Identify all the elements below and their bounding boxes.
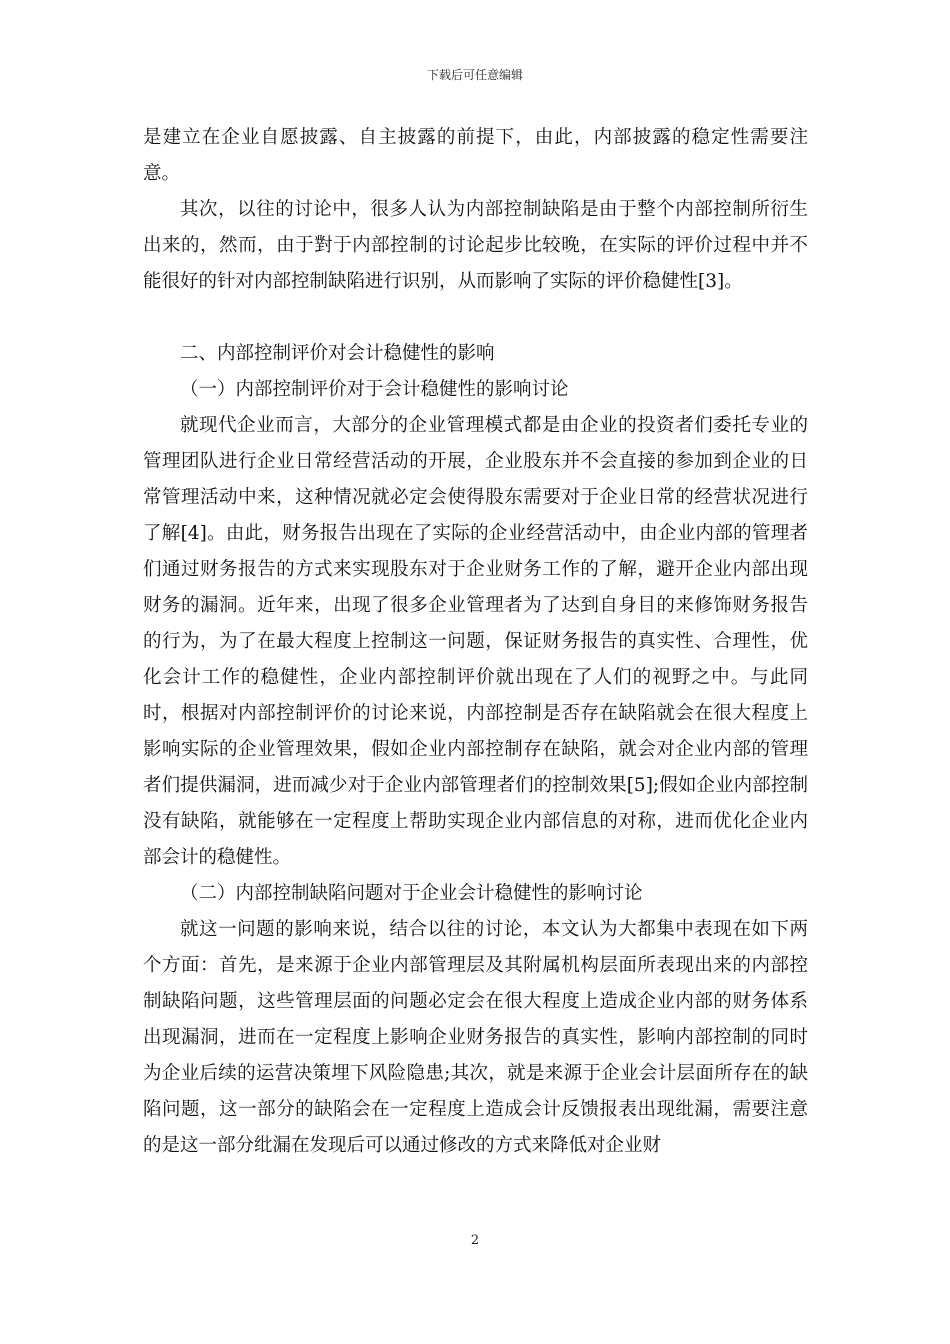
page-number: 2 [470,1233,480,1248]
page-header: 下载后可任意编辑 [426,68,523,82]
subsection-heading: （一）内部控制评价对于会计稳健性的影响讨论 [180,379,569,400]
paragraph: 就现代企业而言，大部分的企业管理模式都是由企业的投资者们委托专业的管理团队进行企业日常经营活动的开展，企业股东并不会直接的参加到企业的日常管理活动中来，这种情况就必定会使得股东需要对于企业日常的经营状况进行了解[4]。由此，财务报告出现在了实际的企业经营活动中，由企业内部的管理者们通过财务报告的方式来实现股东对于企业财务工作的了解，避开企业内部出现财务的漏洞。近年来，出现了很多企业管理者为了达到自身目的来修饰财务报告的行为，为了在最大程度上控制这一问题，保证财务报告的真实性、合理性，优化会计工作的稳健性，企业内部控制评价就出现在了人们的视野之中。与此同时，根据对内部控制评价的讨论来说，内部控制是否存在缺陷就会在很大程度上影响实际的企业管理效果，假如企业内部控制存在缺陷，就会对企业内部的管理者们提供漏洞，进而减少对于企业内部管理者们的控制效果[5];假如企业内部控制没有缺陷，就能够在一定程度上帮助实现企业内部信息的对称，进而优化企业内部会计的稳健性。 [143,415,808,868]
subsection-heading: （二）内部控制缺陷问题对于企业会计稳健性的影响讨论 [180,883,643,904]
paragraph: 其次，以往的讨论中，很多人认为内部控制缺陷是由于整个内部控制所衍生出来的，然而，由于對于内部控制的讨论起步比较晚，在实际的评价过程中并不能很好的针对内部控制缺陷进行识别，从而影响了实际的评价稳健性[3]。 [143,199,808,292]
document-body [143,120,808,1164]
paragraph: 就这一问题的影响来说，结合以往的讨论，本文认为大都集中表现在如下两个方面：首先，是来源于企业内部管理层及其附属机构层面所表现出来的内部控制缺陷问题，这些管理层面的问题必定会在很大程度上造成企业内部的财务体系出现漏洞，进而在一定程度上影响企业财务报告的真实性，影响内部控制的同时为企业后续的运营决策埋下风险隐患;其次，就是来源于企业会计层面所存在的缺陷问题，这一部分的缺陷会在一定程度上造成会计反馈报表出现纰漏，需要注意的是这一部分纰漏在发现后可以通过修改的方式来降低对企业财 [143,919,808,1156]
section-heading: 二、内部控制评价对会计稳健性的影响 [180,343,495,364]
paragraph-spacer [143,300,808,336]
paragraph-continued: 是建立在企业自愿披露、自主披露的前提下，由此，内部披露的稳定性需要注意。 [143,127,808,184]
